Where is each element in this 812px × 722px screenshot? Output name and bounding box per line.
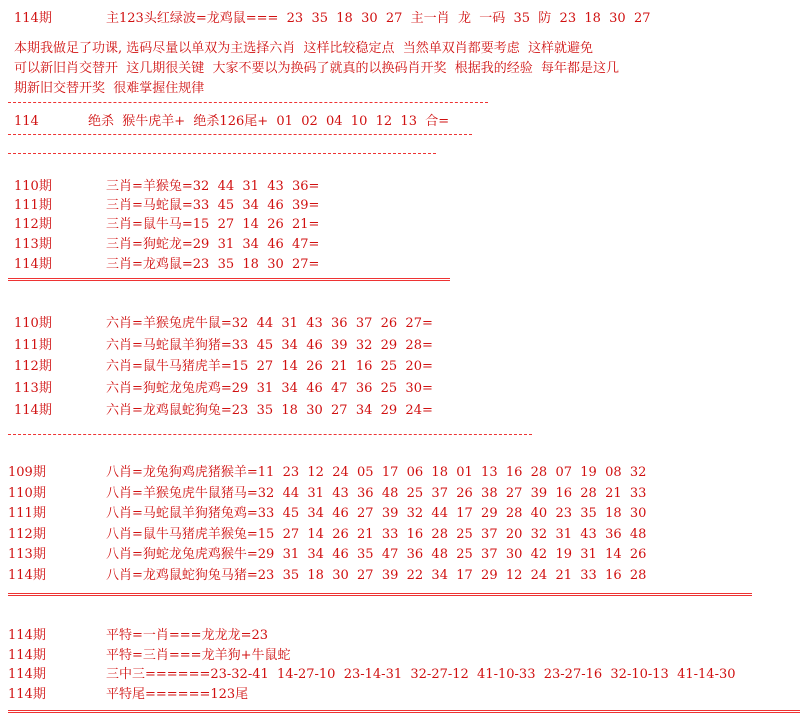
- period-label: 113期: [14, 237, 52, 252]
- period-label: 109期: [8, 465, 46, 480]
- three-row: 三肖=马蛇鼠=33 45 34 46 39=: [106, 198, 320, 213]
- note-line-1: 本期我做足了功课, 选码尽量以单双为主选择六肖 这样比较稳定点 当然单双肖都要考虑 这样就避免: [14, 41, 594, 56]
- divider: [8, 134, 472, 135]
- period-label: 114期: [8, 667, 46, 682]
- header-period: 114期: [14, 11, 52, 26]
- six-row: 六肖=鼠牛马猪虎羊=15 27 14 26 21 16 25 20=: [106, 359, 433, 374]
- period-label: 114期: [8, 648, 46, 663]
- period-label: 114期: [8, 568, 46, 583]
- six-row: 六肖=羊猴兔虎牛鼠=32 44 31 43 36 37 26 27=: [106, 316, 433, 331]
- period-label: 112期: [14, 217, 52, 232]
- eight-row: 八肖=狗蛇龙兔虎鸡猴牛=29 31 34 46 35 47 36 48 25 37 30 42 19 31 14 26: [106, 547, 647, 562]
- three-row: 三肖=狗蛇龙=29 31 34 46 47=: [106, 237, 320, 252]
- eight-row: 八肖=龙鸡鼠蛇狗兔马猪=23 35 18 30 27 39 22 34 17 29 12 24 21 33 16 28: [106, 568, 647, 583]
- special-row: 三中三======23-32-41 14-27-10 23-14-31 32-27-12 41-10-33 23-27-16 32-10-13 41-14-30: [106, 667, 736, 682]
- six-row: 六肖=狗蛇龙兔虎鸡=29 31 34 46 47 36 25 30=: [106, 381, 433, 396]
- eight-row: 八肖=马蛇鼠羊狗猪兔鸡=33 45 34 46 27 39 32 44 17 29 28 40 23 35 18 30: [106, 506, 647, 521]
- divider: [8, 102, 488, 103]
- header-line: 主123头红绿波=龙鸡鼠=== 23 35 18 30 27 主一肖 龙 一码 35 防 23 18 30 27: [106, 11, 651, 26]
- period-label: 110期: [14, 179, 52, 194]
- period-label: 110期: [14, 316, 52, 331]
- six-row: 六肖=马蛇鼠羊狗猪=33 45 34 46 39 32 29 28=: [106, 338, 433, 353]
- period-label: 114期: [8, 628, 46, 643]
- period-label: 113期: [8, 547, 46, 562]
- special-row: 平特=三肖===龙羊狗+牛鼠蛇: [106, 648, 291, 663]
- period-label: 114期: [14, 257, 52, 272]
- period-label: 110期: [8, 486, 46, 501]
- special-row: 平特=一肖===龙龙龙=23: [106, 628, 269, 643]
- kill-line: 绝杀 猴牛虎羊+ 绝杀126尾+ 01 02 04 10 12 13 合=: [88, 114, 450, 129]
- period-label: 114期: [8, 687, 46, 702]
- special-row: 平特尾======123尾: [106, 687, 249, 702]
- three-row: 三肖=龙鸡鼠=23 35 18 30 27=: [106, 257, 320, 272]
- period-label: 111期: [14, 198, 52, 213]
- period-label: 112期: [14, 359, 52, 374]
- note-line-2: 可以新旧肖交替开 这几期很关键 大家不要以为换码了就真的以换码肖开奖 根据我的经验 每年都是这几: [14, 61, 620, 76]
- period-label: 114期: [14, 403, 52, 418]
- period-label: 111期: [14, 338, 52, 353]
- eight-row: 八肖=龙兔狗鸡虎猪猴羊=11 23 12 24 05 17 06 18 01 13 16 28 07 19 08 32: [106, 465, 647, 480]
- divider: [8, 710, 800, 713]
- kill-period: 114: [14, 114, 39, 129]
- divider: [8, 278, 450, 281]
- three-row: 三肖=鼠牛马=15 27 14 26 21=: [106, 217, 320, 232]
- period-label: 111期: [8, 506, 46, 521]
- divider: [8, 434, 532, 435]
- period-label: 113期: [14, 381, 52, 396]
- eight-row: 八肖=鼠牛马猪虎羊猴兔=15 27 14 26 21 33 16 28 25 37 20 32 31 43 36 48: [106, 527, 647, 542]
- eight-row: 八肖=羊猴兔虎牛鼠猪马=32 44 31 43 36 48 25 37 26 38 27 39 16 28 21 33: [106, 486, 647, 501]
- note-line-3: 期新旧交替开奖 很难掌握住规律: [14, 81, 205, 96]
- divider: [8, 153, 436, 154]
- divider: [8, 593, 752, 596]
- six-row: 六肖=龙鸡鼠蛇狗兔=23 35 18 30 27 34 29 24=: [106, 403, 433, 418]
- period-label: 112期: [8, 527, 46, 542]
- three-row: 三肖=羊猴兔=32 44 31 43 36=: [106, 179, 320, 194]
